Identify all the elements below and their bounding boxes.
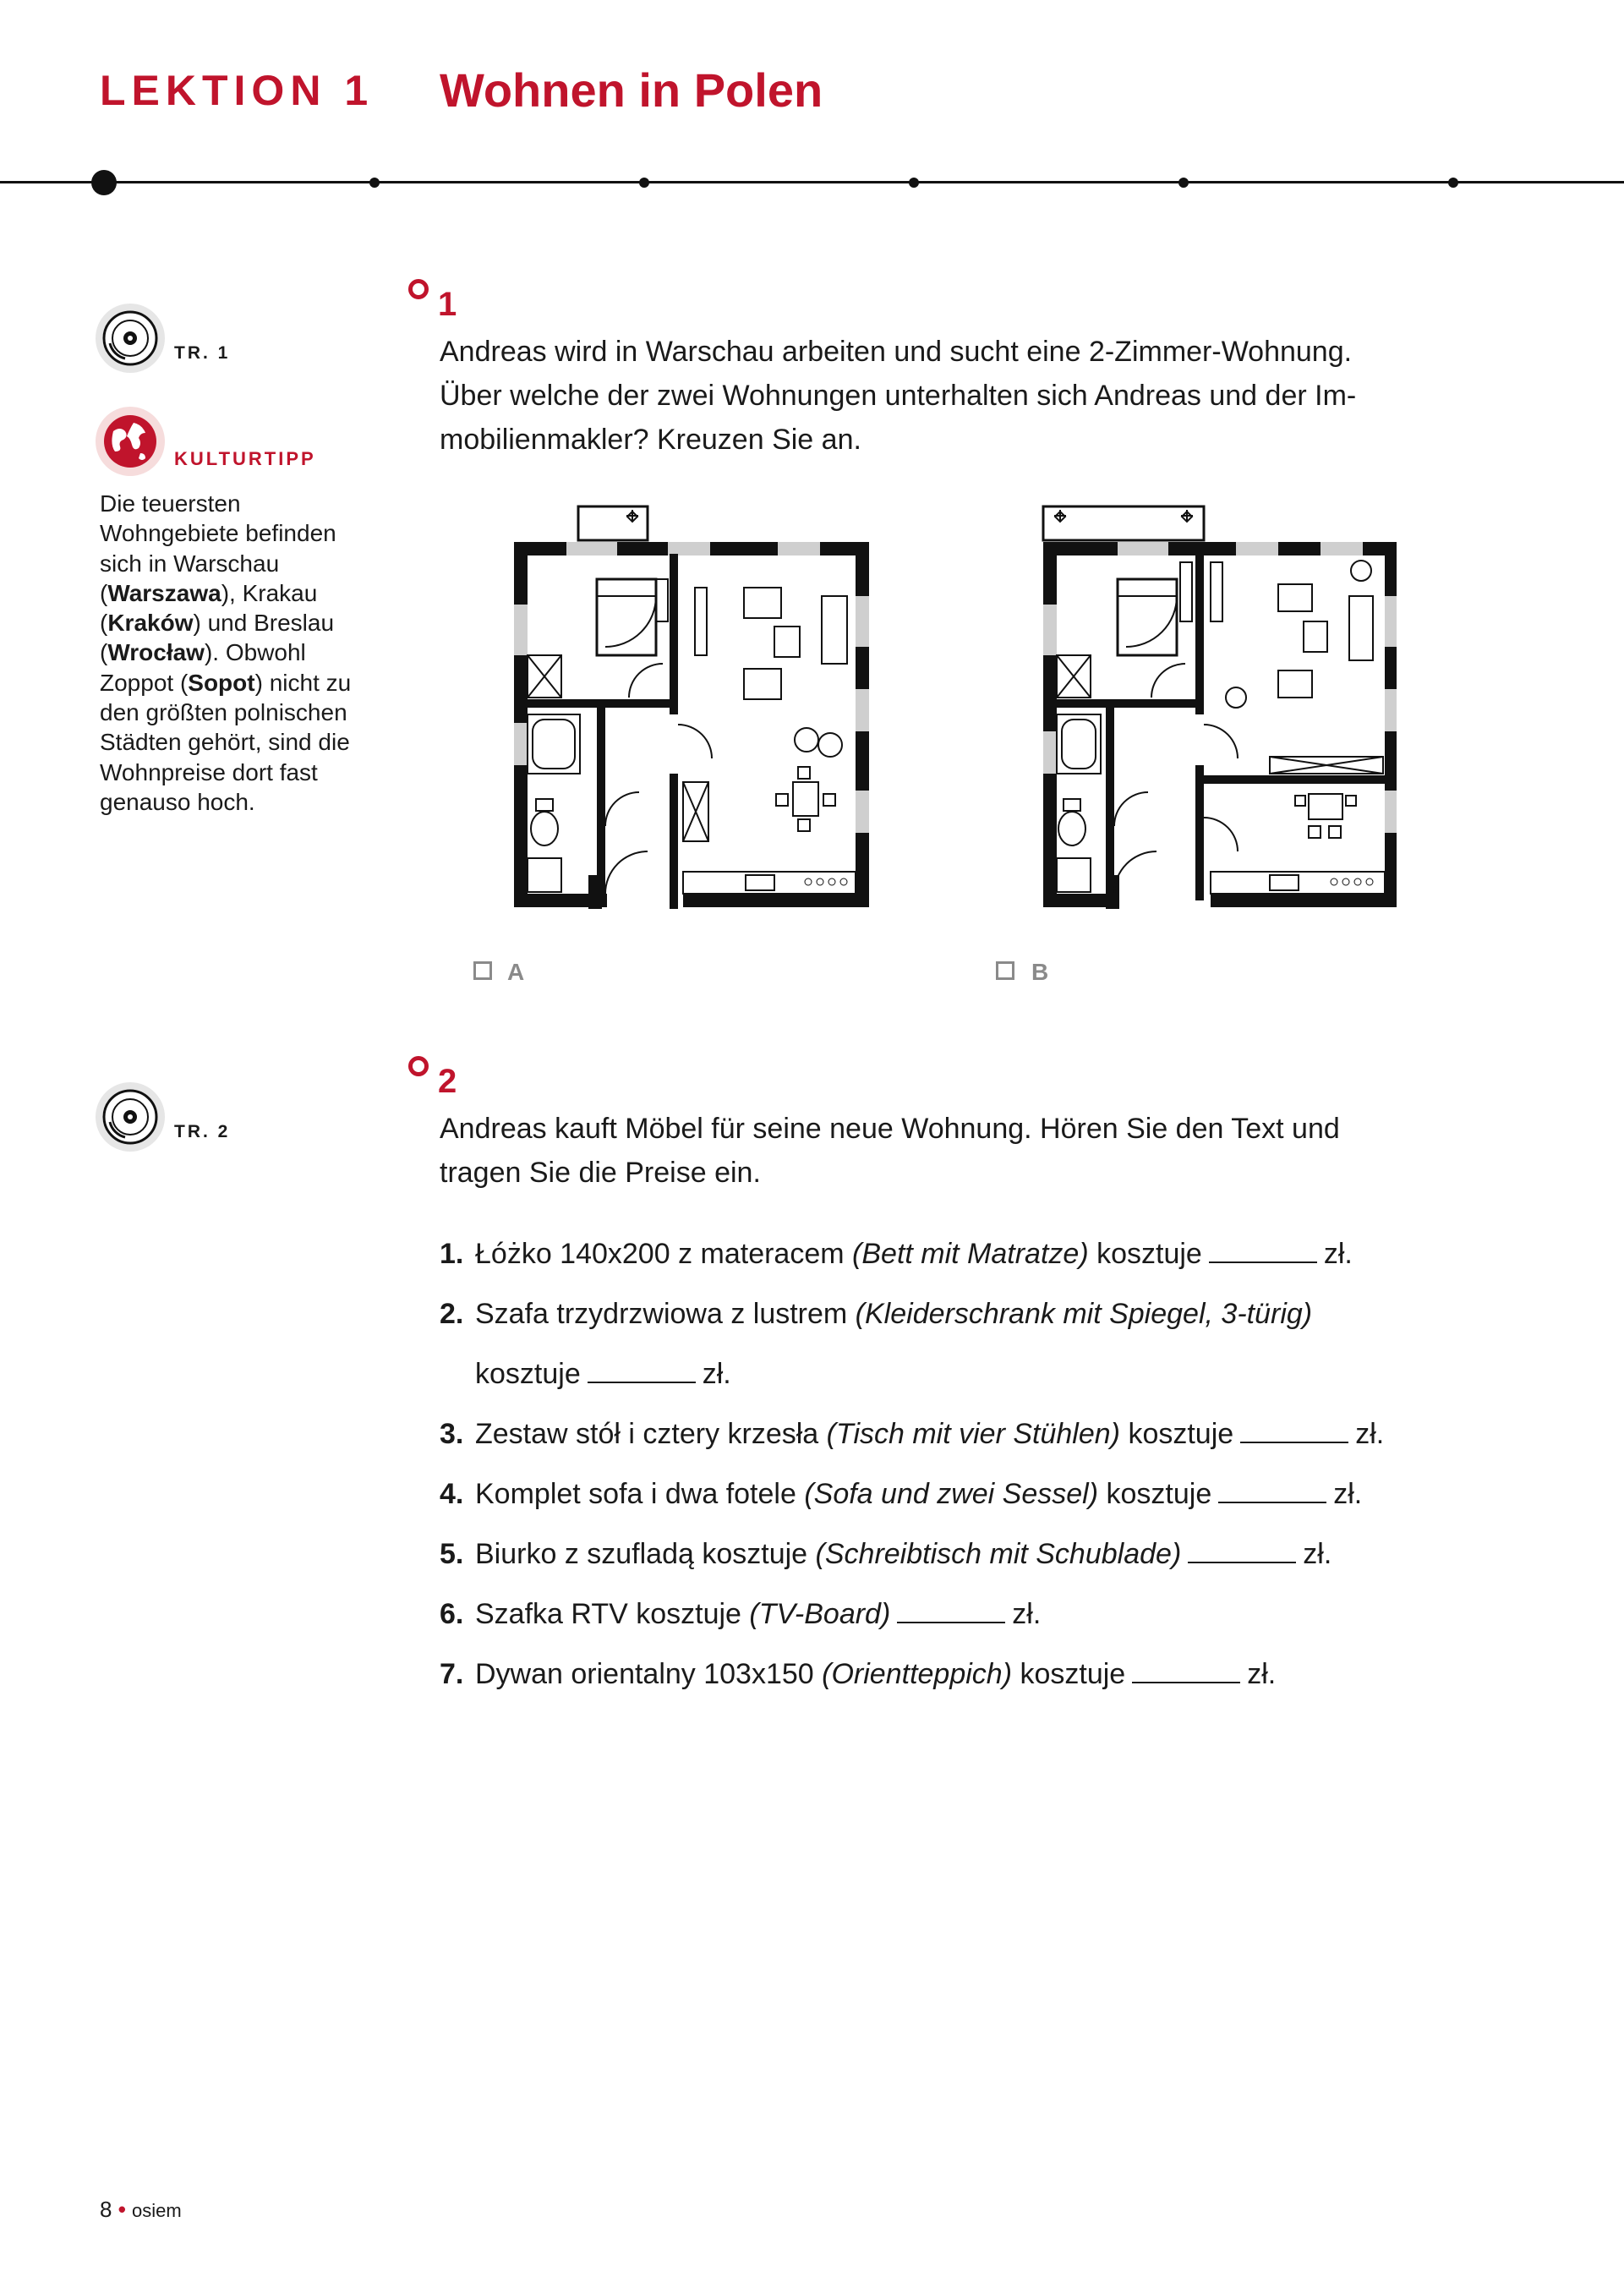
price-blank[interactable] [1209, 1236, 1317, 1263]
page-number: 8 [100, 2197, 112, 2222]
list-item: 4. Komplet sofa i dwa fotele (Sofa und zwei Sessel) kosztuje zł. [440, 1478, 1363, 1510]
globe-icon [95, 406, 166, 477]
lesson-label: LEKTION 1 [100, 67, 375, 114]
list-item-continuation: kosztuje zł. [475, 1358, 731, 1390]
header-divider [0, 181, 1624, 183]
header-divider-dot [1448, 178, 1458, 188]
exercise-marker-icon [408, 1056, 429, 1076]
footer-bullet: • [118, 2197, 126, 2222]
header-divider-dot [91, 170, 117, 195]
price-blank[interactable] [1188, 1536, 1296, 1563]
track-label-1: TR. 1 [174, 343, 231, 363]
floor-plan-b [1025, 503, 1397, 909]
header-divider-dot [909, 178, 919, 188]
option-label-b: B [1031, 959, 1049, 985]
price-blank[interactable] [1218, 1476, 1326, 1503]
price-list [440, 1224, 1496, 1705]
audio-cd-icon[interactable] [95, 1081, 166, 1152]
list-item: 6. Szafka RTV kosztuje (TV-Board) zł. [440, 1598, 1042, 1630]
price-blank[interactable] [897, 1596, 1005, 1623]
header-divider-dot [639, 178, 649, 188]
track-label-2: TR. 2 [174, 1122, 231, 1141]
page-title: Wohnen in Polen [440, 63, 823, 117]
floor-plan-a [502, 503, 874, 909]
list-item: 5. Biurko z szufladą kosztuje (Schreibtisch mit Schublade) zł. [440, 1538, 1332, 1570]
list-item: 3. Zestaw stół i cztery krzesła (Tisch mit vier Stühlen) kosztuje zł. [440, 1418, 1385, 1450]
kulturtipp-heading: KULTURTIPP [174, 448, 316, 469]
exercise-marker-icon [408, 279, 429, 299]
header-divider-dot [1178, 178, 1189, 188]
checkbox-option-b[interactable] [996, 961, 1014, 980]
page-number-word: osiem [132, 2200, 182, 2221]
list-item: 7. Dywan orientalny 103x150 (Orientteppich) kosztuje zł. [440, 1658, 1277, 1690]
audio-cd-icon[interactable] [95, 303, 166, 374]
price-blank[interactable] [588, 1356, 696, 1383]
price-blank[interactable] [1132, 1656, 1240, 1683]
price-blank[interactable] [1240, 1416, 1348, 1443]
exercise-instructions: Andreas kauft Möbel für seine neue Wohnung. Hören Sie den Text und tragen Sie die Preise ein. [440, 1113, 1340, 1189]
exercise-number: 2 [438, 1063, 457, 1100]
page-footer [100, 2197, 182, 2223]
list-item: 1. Łóżko 140x200 z materacem (Bett mit Matratze) kosztuje zł. [440, 1238, 1353, 1270]
header-divider-dot [369, 178, 380, 188]
kulturtipp-text: Die teuersten Wohngebiete befinden sich in Warschau (Warszawa), Krakau (Kraków) und Breslau (Wrocław). Obwohl Zoppot (Sopot) nicht zu den größten polnischen Städten gehört, sind die Wohnpreise dort fast genauso hoch. [100, 490, 352, 815]
exercise-number: 1 [438, 286, 457, 323]
option-label-a: A [507, 959, 525, 985]
exercise-instructions: Andreas wird in Warschau arbeiten und sucht eine 2-Zimmer-Wohnung. Über welche der zwei Wohnungen unterhalten sich Andreas und der Im- mobilienmakler? Kreuzen Sie an. [440, 336, 1357, 456]
checkbox-option-a[interactable] [473, 961, 492, 980]
list-item: 2. Szafa trzydrzwiowa z lustrem (Kleiderschrank mit Spiegel, 3-türig) [440, 1298, 1313, 1330]
